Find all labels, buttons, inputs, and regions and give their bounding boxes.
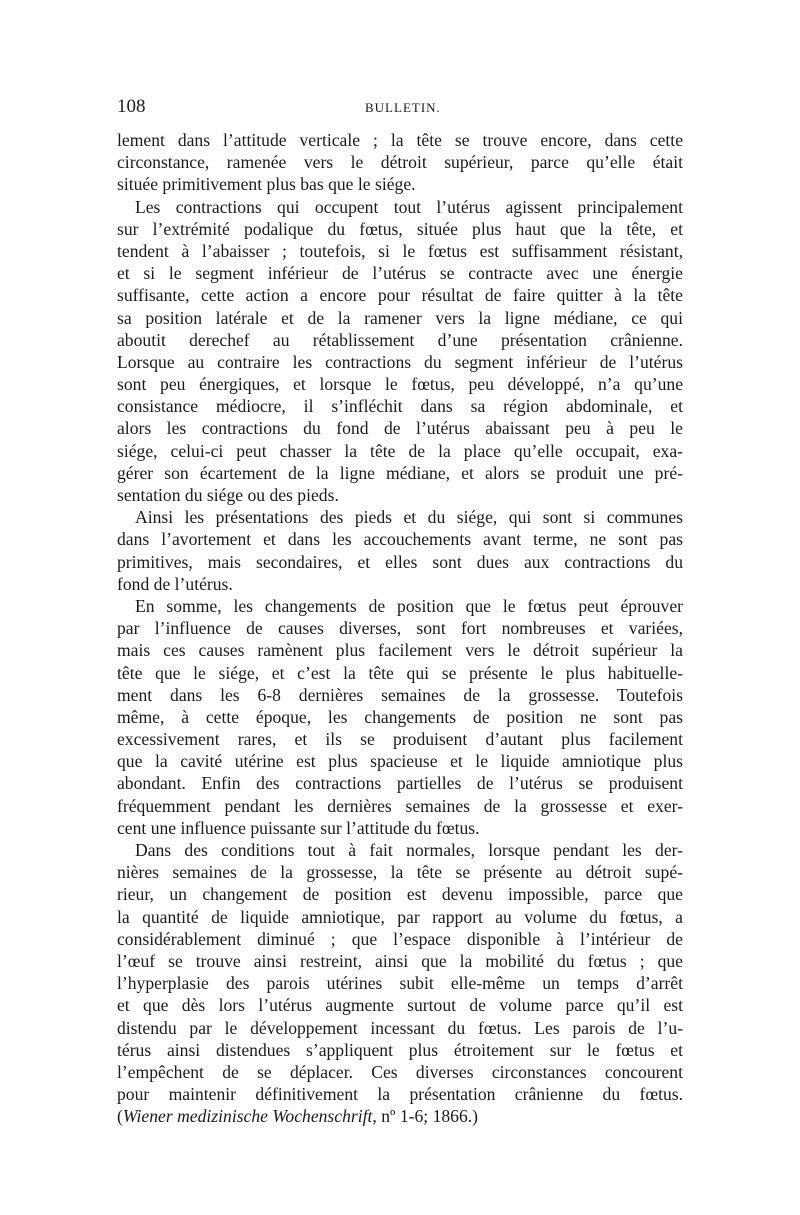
text-line: fréquemment pendant les dernières semaines de la grossesse et exer-	[117, 795, 683, 816]
text-line: située primitivement plus bas que le siége.	[117, 174, 416, 195]
text-line: tendent à l’abaisser ; toutefois, si le fœtus est suffisamment résistant,	[117, 240, 683, 261]
text-line: et si le segment inférieur de l’utérus se contracte avec une énergie	[117, 263, 683, 284]
text-line: l’empêchent de se déplacer. Ces diverses circonstances concourent	[117, 1061, 683, 1082]
text-line: rieur, un changement de position est devenu impossible, parce que	[117, 884, 683, 905]
text-line: cent une influence puissante sur l’attitude du fœtus.	[117, 817, 480, 838]
text-line: consistance médiocre, il s’infléchit dans sa région abdominale, et	[117, 396, 683, 417]
text-line: sentation du siége ou des pieds.	[117, 485, 339, 505]
text-line: mais ces causes ramènent plus facilement vers le détroit supérieur la	[117, 640, 683, 661]
text-line: sont peu énergiques, et lorsque le fœtus, peu développé, n’a qu’une	[117, 374, 683, 395]
text-line: tête que le siége, et c’est la tête qui se présente le plus habituelle-	[117, 662, 683, 683]
text-line: considérablement diminué ; que l’espace disponible à l’intérieur de	[117, 928, 683, 949]
text-line: même, à cette époque, les changements de position ne sont pas	[117, 706, 683, 727]
text-line: dans l’avortement et dans les accouchements avant terme, ne sont pas	[117, 529, 683, 550]
citation	[117, 1105, 683, 1127]
text-line: distendu par le développement incessant du fœtus. Les parois de l’u-	[117, 1017, 683, 1038]
running-head: BULLETIN.	[365, 100, 441, 115]
text-line: fond de l’utérus.	[117, 573, 233, 594]
text-line: Lorsque au contraire les contractions du segment inférieur de l’utérus	[117, 351, 683, 372]
text-line: siége, celui-ci peut chasser la tête de la place qu’elle occupait, exa-	[117, 440, 683, 461]
text-line: primitives, mais secondaires, et elles sont dues aux contractions du	[117, 551, 683, 572]
page-number: 108	[117, 96, 146, 117]
text-line: Ainsi les présentations des pieds et du siége, qui sont si communes	[135, 507, 683, 528]
text-line: pour maintenir définitivement la présentation crânienne du fœtus.	[117, 1084, 683, 1105]
text-line: alors les contractions du fond de l’utérus abaissant peu à peu le	[117, 418, 683, 439]
text-line: lement dans l’attitude verticale ; la tête se trouve encore, dans cette	[117, 130, 683, 150]
citation-journal: Wiener medizinische Wochenschrift	[122, 1106, 373, 1127]
citation-open-paren: (	[117, 1106, 123, 1127]
text-line: et que dès lors l’utérus augmente surtout de volume parce qu’il est	[117, 995, 683, 1016]
text-line: l’œuf se trouve ainsi restreint, ainsi que la mobilité du fœtus ; que	[117, 950, 683, 971]
text-line: suffisante, cette action a encore pour résultat de faire quitter à la tête	[117, 285, 683, 306]
text-line: gérer son écartement de la ligne médiane, et alors se produit une pré-	[117, 462, 683, 483]
text-line: sur l’extrémité podalique du fœtus, située plus haut que la tête, et	[117, 218, 683, 239]
text-line: que la cavité utérine est plus spacieuse et le liquide amniotique plus	[117, 751, 683, 772]
text-line: excessivement rares, et ils se produisent d’autant plus facilement	[117, 729, 683, 750]
text-line: nières semaines de la grossesse, la tête se présente au détroit supé-	[117, 862, 683, 883]
text-line: abondant. Enfin des contractions partielles de l’utérus se produisent	[117, 773, 683, 794]
text-line: la quantité de liquide amniotique, par rapport au volume du fœtus, a	[117, 906, 683, 927]
text-line: aboutit derechef au rétablissement d’une présentation crânienne.	[117, 329, 683, 350]
text-line: par l’influence de causes diverses, sont fort nombreuses et variées,	[117, 618, 683, 639]
text-line: circonstance, ramenée vers le détroit supérieur, parce qu’elle était	[117, 152, 683, 173]
text-line: sa position latérale et de la ramener vers la ligne médiane, ce qui	[117, 307, 683, 328]
citation-details: , nº 1-6; 1866.)	[372, 1106, 479, 1127]
text-line: ment dans les 6-8 dernières semaines de la grossesse. Toutefois	[117, 684, 683, 705]
text-line: Dans des conditions tout à fait normales, lorsque pendant les der-	[135, 840, 683, 860]
text-line: l’hyperplasie des parois utérines subit elle-même un temps d’arrêt	[117, 973, 683, 994]
text-line: Les contractions qui occupent tout l’utérus agissent principalement	[135, 196, 683, 217]
text-line: En somme, les changements de position que le fœtus peut éprouver	[135, 595, 683, 616]
page-header	[117, 96, 687, 118]
body-text	[117, 129, 683, 1127]
text-line: térus ainsi distendues s’appliquent plus étroitement sur le fœtus et	[117, 1039, 683, 1060]
